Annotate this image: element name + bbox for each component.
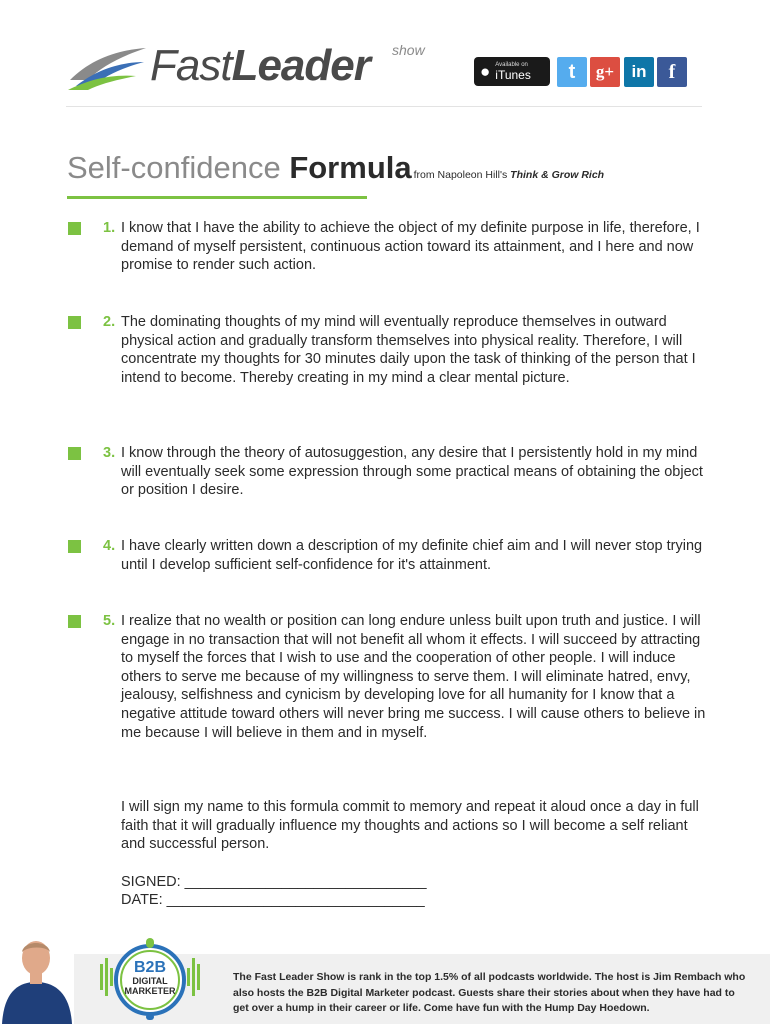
- item-number: 3.: [103, 445, 116, 461]
- host-photo: [0, 932, 74, 1024]
- item-text: I have clearly written down a description of my definite chief aim and I will never stop trying until I develop sufficient self-confidence for it's attainment.: [121, 538, 703, 573]
- header-divider: [66, 106, 702, 107]
- bullet-square-icon: [68, 540, 81, 553]
- wing-logo-icon: [66, 40, 148, 92]
- title-source-prefix: from Napoleon Hill's: [413, 169, 511, 181]
- item-number: 4.: [103, 538, 116, 554]
- item-number: 2.: [103, 314, 116, 330]
- bullet-square-icon: [68, 615, 81, 628]
- facebook-icon[interactable]: f: [657, 57, 687, 87]
- title-light: Self-confidence: [67, 150, 290, 185]
- footer-description: The Fast Leader Show is rank in the top 1.5% of all podcasts worldwide. The host is Jim Rembach who also hosts the B2B Digital Marketer podcast. Guests share their stories about when they have had to get over a hump in their career or life. Come have fun with the Hump Day Hoedown.: [233, 971, 746, 1015]
- bullet-square-icon: [68, 316, 81, 329]
- bullet-square-icon: [68, 222, 81, 235]
- date-line: DATE: ________________________________: [121, 892, 425, 908]
- itunes-label: iTunes: [495, 68, 531, 82]
- bullet-square-icon: [68, 447, 81, 460]
- title-underline: [67, 196, 367, 199]
- logo-show: show: [392, 42, 425, 58]
- badge-line1: B2B: [133, 959, 167, 976]
- logo-wordmark: [150, 42, 370, 90]
- item-number: 5.: [103, 613, 116, 629]
- google-plus-icon[interactable]: g+: [590, 57, 620, 87]
- item-text: I realize that no wealth or position can long endure unless built upon truth and justice. I will engage in no transaction that will not benefit all whom it effects. I will succeed by attracting to myself the forces that I wish to use and the cooperation of other people. I will induce others to serve me because of my willingness to serve them. I will eliminate hatred, envy, jealousy, selfishness and cynicism by developing love for all humanity for I know that a negative attitude toward others will never bring me success. I will cause others to believe in me because I will believe in them and in myself.: [121, 613, 706, 741]
- logo-leader: Leader: [231, 41, 370, 90]
- item-number: 1.: [103, 220, 116, 236]
- logo-fast: Fast: [150, 41, 232, 90]
- apple-icon: ●: [480, 62, 491, 81]
- closing-paragraph: I will sign my name to this formula commit to memory and repeat it aloud once a day in full faith that it will gradually influence my thoughts and actions so I will become a self reliant and successful person.: [121, 799, 699, 853]
- title-source: [414, 169, 604, 181]
- title-source-book: Think & Grow Rich: [510, 169, 605, 181]
- linkedin-icon[interactable]: in: [624, 57, 654, 87]
- page-title: [67, 150, 604, 186]
- title-bold: Formula: [289, 150, 412, 185]
- twitter-icon[interactable]: t: [557, 57, 587, 87]
- badge-line2: DIGITAL: [132, 976, 168, 986]
- badge-line3: MARKETER: [124, 986, 176, 996]
- item-text: I know through the theory of autosuggestion, any desire that I persistently hold in my mind will eventually seek some expression through some practical means of obtaining the object or position I desire.: [121, 445, 703, 499]
- footer: [0, 932, 770, 1024]
- item-text: I know that I have the ability to achieve the object of my definite purpose in life, therefore, I demand of myself persistent, continuous action toward its attainment, and I here and now promise to render such action.: [121, 220, 700, 274]
- item-text: The dominating thoughts of my mind will eventually reproduce themselves in outward physical action and gradually transform themselves into physical reality. Therefore, I will concentrate my thoughts for 30 minutes daily upon the task of thinking of the person that I intend to become. Thereby creating in my mind a clear mental picture.: [121, 314, 696, 386]
- fast-leader-logo[interactable]: [66, 38, 436, 94]
- b2b-digital-marketer-logo: [98, 934, 202, 1022]
- itunes-button[interactable]: [474, 57, 550, 86]
- itunes-small-label: Available on: [495, 62, 528, 68]
- signed-line: SIGNED: ______________________________: [121, 874, 427, 890]
